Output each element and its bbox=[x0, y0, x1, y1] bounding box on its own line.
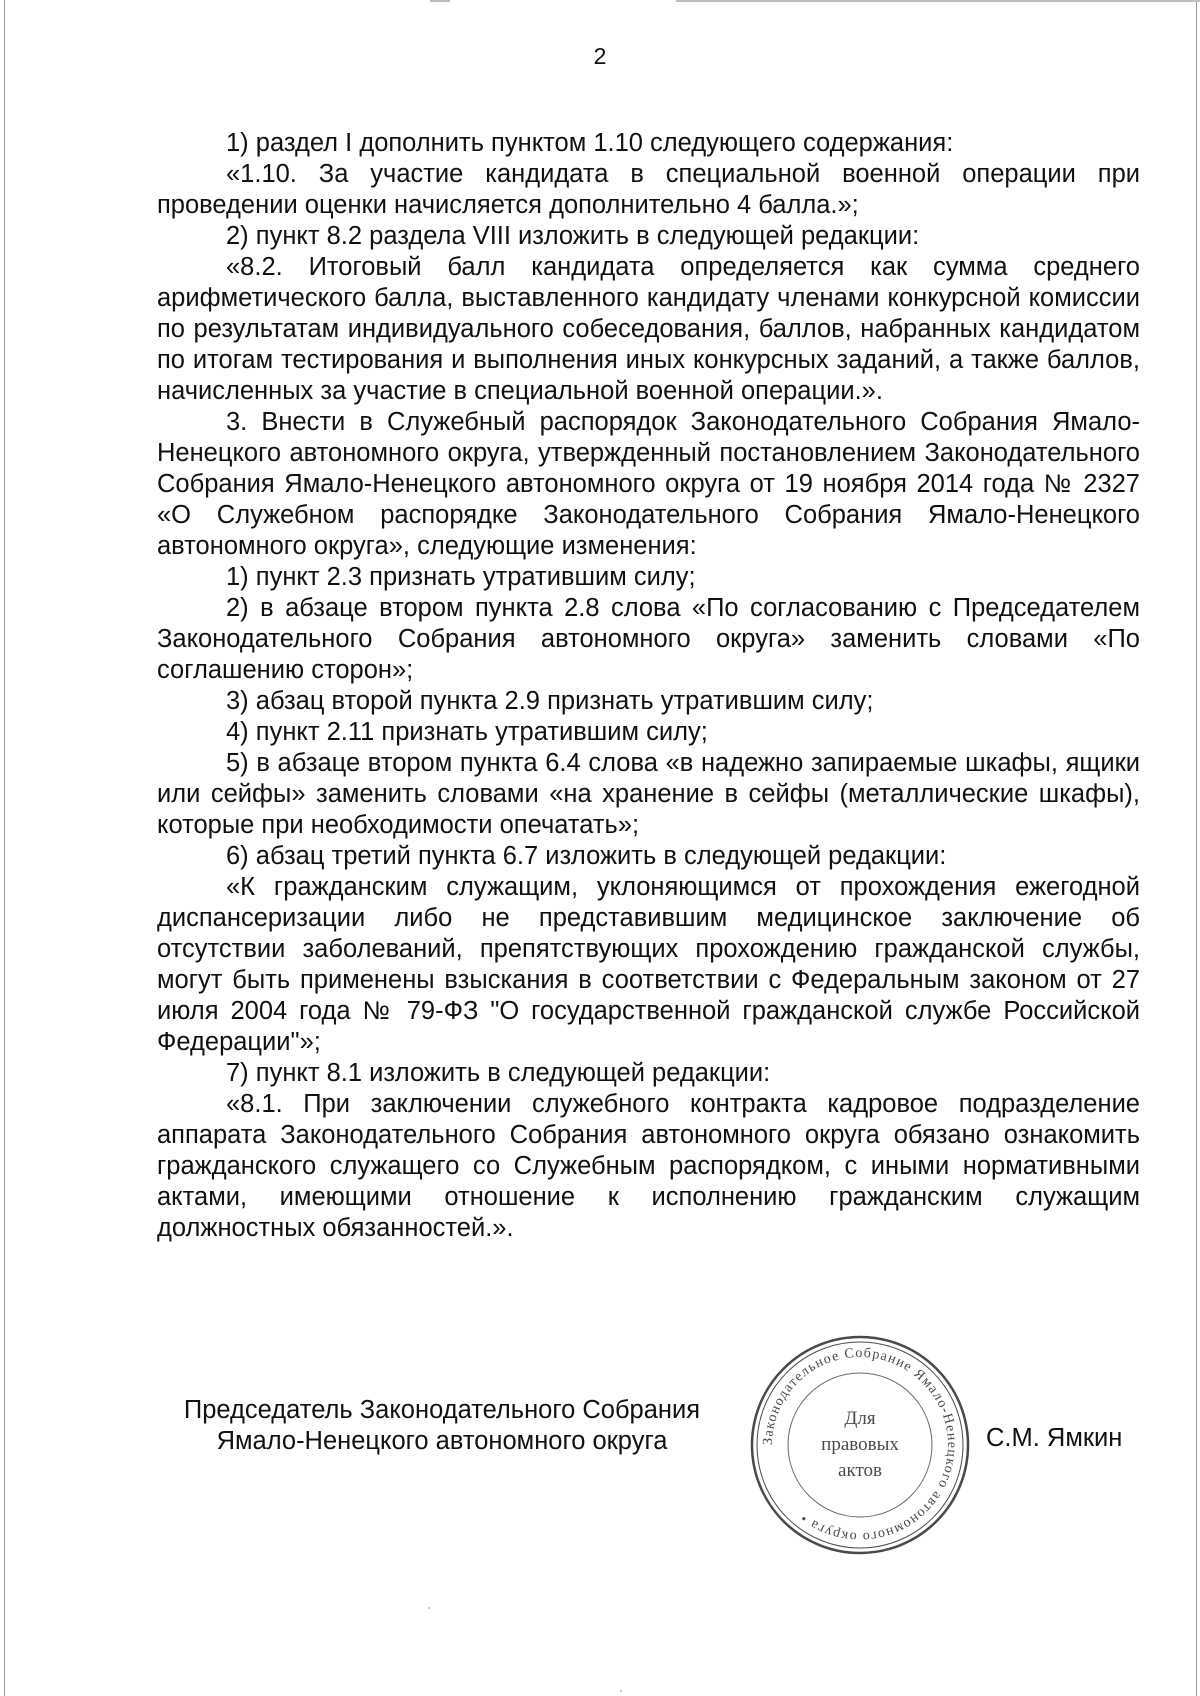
page-right-edge bbox=[1196, 0, 1197, 1696]
paragraph: «8.2. Итоговый балл кандидата определяется как сумма среднего арифметического балла, выставленного кандидату членами конкурсной комиссии по результатам индивидуального собеседования, баллов, набранных кандидатом по итогам тестирования и выполнения иных конкурсных заданий, а также баллов, начисленных за участие в специальной военной операции.». bbox=[157, 253, 1140, 405]
paragraph: 4) пункт 2.11 признать утратившим силу; bbox=[226, 718, 708, 746]
signatory-title bbox=[157, 1395, 727, 1457]
stamp-center-line: правовых bbox=[821, 1434, 899, 1455]
paragraph: 6) абзац третий пункта 6.7 изложить в следующей редакции: bbox=[226, 842, 947, 870]
paragraph: «8.1. При заключении служебного контракта кадровое подразделение аппарата Законодательного Собрания автономного округа обязано ознакомить гражданского служащего со Служебным распорядком, с иными нормативными актами, имеющими отношение к исполнению гражданским служащим должностных обязанностей.». bbox=[157, 1090, 1140, 1242]
scan-speck bbox=[428, 1607, 430, 1609]
document-body bbox=[157, 128, 1140, 1244]
scan-mark bbox=[430, 0, 450, 2]
signatory-title-line: Ямало-Ненецкого автономного округа bbox=[216, 1427, 668, 1455]
scan-mark bbox=[676, 0, 1200, 2]
paragraph: 2) пункт 8.2 раздела VIII изложить в следующей редакции: bbox=[226, 222, 920, 250]
paragraph: 2) в абзаце втором пункта 2.8 слова «По согласованию с Председателем Законодательного Собрания автономного округа» заменить словами «По соглашению сторон»; bbox=[157, 594, 1140, 684]
paragraph: 3. Внести в Служебный распорядок Законодательного Собрания Ямало-Ненецкого автономного округа, утвержденный постановлением Законодательного Собрания Ямало-Ненецкого автономного округа от 19 ноября 2014 года № 2327 «О Служебном распорядке Законодательного Собрания Ямало-Ненецкого автономного округа», следующие изменения: bbox=[157, 408, 1140, 560]
paragraph: 1) раздел I дополнить пунктом 1.10 следующего содержания: bbox=[226, 129, 954, 157]
signatory-name: С.М. Ямкин bbox=[986, 1424, 1123, 1452]
stamp-ring-text: Законодательное Собрание Ямало-Ненецкого автономного округа • bbox=[760, 1345, 960, 1545]
paragraph: «К гражданским служащим, уклоняющимся от прохождения ежегодной диспансеризации либо не представившим медицинское заключение об отсутствии заболеваний, препятствующих прохождению гражданской службы, могут быть применены взыскания в соответствии с Федеральным законом от 27 июля 2004 года № 79-ФЗ "О государственной гражданской службе Российской Федерации"»; bbox=[157, 873, 1140, 1056]
paragraph: «1.10. За участие кандидата в специальной военной операции при проведении оценки начисляется дополнительно 4 балла.»; bbox=[157, 160, 1140, 219]
scan-speck bbox=[620, 1690, 622, 1692]
signatory-title-line: Председатель Законодательного Собрания bbox=[183, 1396, 701, 1424]
paragraph: 7) пункт 8.1 изложить в следующей редакции: bbox=[226, 1059, 771, 1087]
paragraph: 3) абзац второй пункта 2.9 признать утратившим силу; bbox=[226, 687, 874, 715]
paragraph: 5) в абзаце втором пункта 6.4 слова «в надежно запираемые шкафы, ящики или сейфы» заменить словами «на хранение в сейфы (металлические шкафы), которые при необходимости опечатать»; bbox=[157, 749, 1140, 839]
page-number: 2 bbox=[593, 43, 607, 69]
stamp-center-line: Для bbox=[844, 1408, 876, 1429]
official-stamp bbox=[745, 1330, 975, 1560]
paragraph: 1) пункт 2.3 признать утратившим силу; bbox=[226, 563, 696, 591]
page-left-edge bbox=[4, 0, 5, 1696]
stamp-center-line: актов bbox=[838, 1460, 882, 1481]
